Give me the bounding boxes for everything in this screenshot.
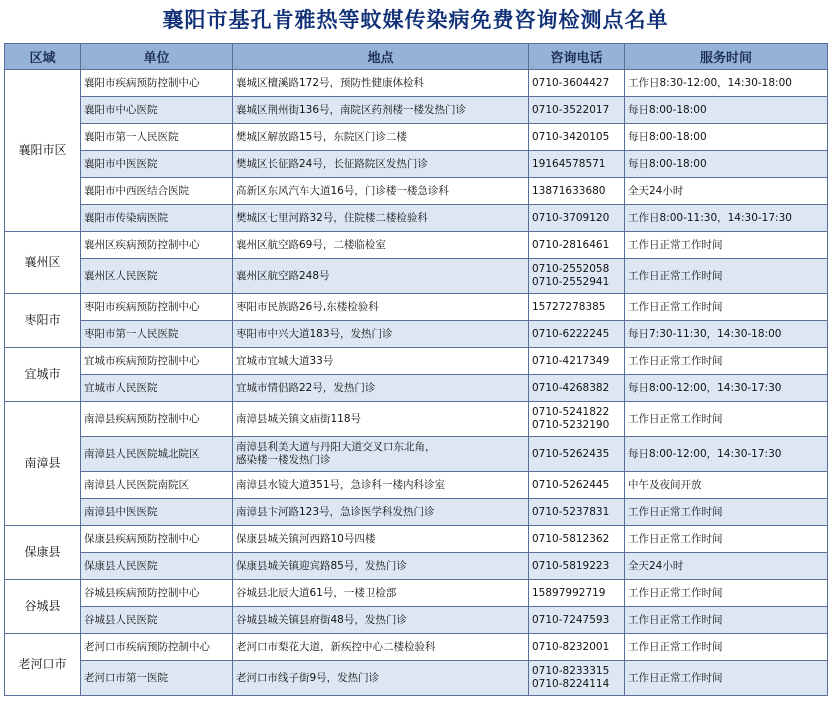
hours-cell: 工作日8:30-12:00，14:30-18:00 — [625, 70, 828, 97]
table-row — [5, 259, 828, 294]
hours-cell: 中午及夜间开放 — [625, 472, 828, 499]
phone-cell — [529, 70, 625, 97]
phone-cell — [529, 634, 625, 661]
phone-number: 0710-8224114 — [532, 678, 610, 690]
phone-cell — [529, 97, 625, 124]
address-line: 谷城县北辰大道61号，一楼卫检部 — [236, 586, 397, 599]
address-cell — [233, 526, 529, 553]
hours-cell: 每日8:00-18:00 — [625, 97, 828, 124]
hours-cell: 工作日正常工作时间 — [625, 402, 828, 437]
table-row — [5, 634, 828, 661]
phone-number: 0710-2552058 — [532, 263, 610, 275]
address-line: 高新区东风汽车大道16号，门诊楼一楼急诊科 — [236, 184, 449, 197]
unit-cell: 襄阳市疾病预防控制中心 — [81, 70, 233, 97]
table-header-row — [5, 44, 828, 70]
phone-cell — [529, 124, 625, 151]
testing-sites-table — [4, 43, 828, 696]
phone-cell — [529, 178, 625, 205]
hours-cell: 工作日正常工作时间 — [625, 634, 828, 661]
phone-number: 0710-8232001 — [532, 640, 610, 653]
phone-cell — [529, 348, 625, 375]
address-cell — [233, 294, 529, 321]
address-cell — [233, 499, 529, 526]
hours-cell: 工作日正常工作时间 — [625, 232, 828, 259]
address-line: 保康县城关镇河西路10号四楼 — [236, 532, 376, 545]
unit-cell: 谷城县疾病预防控制中心 — [81, 580, 233, 607]
table-row — [5, 437, 828, 472]
phone-number: 13871633680 — [532, 184, 606, 197]
address-cell — [233, 553, 529, 580]
address-line: 南漳县城关镇文庙街118号 — [236, 412, 362, 425]
unit-cell: 保康县疾病预防控制中心 — [81, 526, 233, 553]
region-cell: 谷城县 — [5, 580, 81, 634]
address-line: 南漳县卞河路123号，急诊医学科发热门诊 — [236, 505, 435, 518]
phone-cell — [529, 375, 625, 402]
address-cell — [233, 661, 529, 696]
phone-number: 19164578571 — [532, 157, 606, 170]
phone-cell — [529, 607, 625, 634]
unit-cell: 谷城县人民医院 — [81, 607, 233, 634]
phone-number: 0710-4217349 — [532, 354, 610, 367]
unit-cell: 宜城市疾病预防控制中心 — [81, 348, 233, 375]
address-line: 枣阳市中兴大道183号，发热门诊 — [236, 327, 393, 340]
phone-number: 0710-3420105 — [532, 130, 610, 143]
phone-number: 0710-5241822 — [532, 406, 610, 418]
address-cell — [233, 402, 529, 437]
address-line: 枣阳市民族路26号,东楼检验科 — [236, 300, 379, 313]
phone-number: 0710-8233315 — [532, 665, 610, 677]
phone-cell — [529, 526, 625, 553]
phone-number: 0710-5262435 — [532, 447, 610, 460]
address-line: 老河口市线子街9号，发热门诊 — [236, 671, 380, 684]
header-region: 区域 — [5, 44, 81, 70]
hours-cell: 全天24小时 — [625, 178, 828, 205]
address-cell — [233, 259, 529, 294]
region-cell: 枣阳市 — [5, 294, 81, 348]
table-row — [5, 472, 828, 499]
address-cell — [233, 232, 529, 259]
unit-cell: 襄阳市第一人民医院 — [81, 124, 233, 151]
phone-number: 0710-2816461 — [532, 238, 610, 251]
phone-number: 0710-5262445 — [532, 478, 610, 491]
address-cell — [233, 321, 529, 348]
hours-cell: 每日7:30-11:30，14:30-18:00 — [625, 321, 828, 348]
address-cell — [233, 607, 529, 634]
region-cell: 襄州区 — [5, 232, 81, 294]
unit-cell: 南漳县疾病预防控制中心 — [81, 402, 233, 437]
hours-cell: 工作日正常工作时间 — [625, 526, 828, 553]
unit-cell: 襄阳市中医医院 — [81, 151, 233, 178]
address-line: 襄城区荆州街136号，南院区药剂楼一楼发热门诊 — [236, 103, 467, 116]
address-cell — [233, 124, 529, 151]
phone-number: 15727278385 — [532, 300, 606, 313]
table-row — [5, 375, 828, 402]
page-title: 襄阳市基孔肯雅热等蚊媒传染病免费咨询检测点名单 — [162, 7, 669, 32]
address-cell — [233, 97, 529, 124]
phone-cell — [529, 205, 625, 232]
table-row — [5, 294, 828, 321]
unit-cell: 宜城市人民医院 — [81, 375, 233, 402]
phone-cell — [529, 259, 625, 294]
unit-cell: 保康县人民医院 — [81, 553, 233, 580]
unit-cell: 襄州区人民医院 — [81, 259, 233, 294]
hours-cell: 每日8:00-12:00，14:30-17:30 — [625, 375, 828, 402]
table-row — [5, 205, 828, 232]
address-line: 宜城市宜城大道33号 — [236, 354, 334, 367]
header-unit: 单位 — [81, 44, 233, 70]
table-row — [5, 607, 828, 634]
region-cell: 南漳县 — [5, 402, 81, 526]
phone-cell — [529, 437, 625, 472]
unit-cell: 襄阳市中西医结合医院 — [81, 178, 233, 205]
hours-cell: 工作日正常工作时间 — [625, 348, 828, 375]
address-cell — [233, 178, 529, 205]
hours-cell: 每日8:00-12:00，14:30-17:30 — [625, 437, 828, 472]
unit-cell: 南漳县人民医院南院区 — [81, 472, 233, 499]
table-row — [5, 553, 828, 580]
hours-cell: 工作日正常工作时间 — [625, 580, 828, 607]
phone-cell — [529, 402, 625, 437]
unit-cell: 南漳县人民医院城北院区 — [81, 437, 233, 472]
table-row — [5, 661, 828, 696]
table-row — [5, 70, 828, 97]
table-row — [5, 321, 828, 348]
table-row — [5, 232, 828, 259]
phone-cell — [529, 661, 625, 696]
header-phone: 咨询电话 — [529, 44, 625, 70]
table-row — [5, 526, 828, 553]
region-cell: 宜城市 — [5, 348, 81, 402]
address-cell — [233, 375, 529, 402]
unit-cell: 南漳县中医医院 — [81, 499, 233, 526]
address-line: 老河口市梨花大道，新疾控中心二楼检验科 — [236, 640, 436, 653]
unit-cell: 襄阳市中心医院 — [81, 97, 233, 124]
phone-cell — [529, 232, 625, 259]
table-row — [5, 580, 828, 607]
hours-cell: 工作日正常工作时间 — [625, 661, 828, 696]
table-row — [5, 151, 828, 178]
address-line: 南漳县利美大道与丹阳大道交叉口东北角， — [236, 441, 436, 453]
address-line: 宜城市情侣路22号，发热门诊 — [236, 381, 376, 394]
address-cell — [233, 70, 529, 97]
address-cell — [233, 348, 529, 375]
hours-cell: 工作日正常工作时间 — [625, 499, 828, 526]
address-cell — [233, 437, 529, 472]
header-address: 地点 — [233, 44, 529, 70]
phone-number: 0710-5819223 — [532, 559, 610, 572]
table-row — [5, 124, 828, 151]
phone-number: 0710-4268382 — [532, 381, 610, 394]
address-cell — [233, 634, 529, 661]
phone-number: 0710-3709120 — [532, 211, 610, 224]
region-cell: 襄阳市区 — [5, 70, 81, 232]
phone-number: 15897992719 — [532, 586, 606, 599]
phone-number: 0710-5237831 — [532, 505, 610, 518]
address-line: 襄州区航空路248号 — [236, 269, 330, 282]
address-line: 感染楼一楼发热门诊 — [236, 454, 331, 466]
unit-cell: 枣阳市第一人民医院 — [81, 321, 233, 348]
address-line: 襄城区檀溪路172号，预防性健康体检科 — [236, 76, 425, 89]
table-row — [5, 402, 828, 437]
address-cell — [233, 205, 529, 232]
phone-cell — [529, 580, 625, 607]
hours-cell: 工作日正常工作时间 — [625, 607, 828, 634]
unit-cell: 老河口市第一医院 — [81, 661, 233, 696]
phone-number: 0710-5232190 — [532, 419, 610, 431]
phone-cell — [529, 294, 625, 321]
phone-cell — [529, 151, 625, 178]
hours-cell: 全天24小时 — [625, 553, 828, 580]
address-line: 谷城县城关镇县府街48号，发热门诊 — [236, 613, 407, 626]
table-row — [5, 97, 828, 124]
phone-cell — [529, 472, 625, 499]
address-cell — [233, 151, 529, 178]
address-line: 樊城区七里河路32号，住院楼二楼检验科 — [236, 211, 428, 224]
phone-number: 0710-3604427 — [532, 76, 610, 89]
phone-number: 0710-6222245 — [532, 327, 610, 340]
address-line: 保康县城关镇迎宾路85号，发热门诊 — [236, 559, 407, 572]
hours-cell: 工作日8:00-11:30，14:30-17:30 — [625, 205, 828, 232]
address-line: 樊城区长征路24号，长征路院区发热门诊 — [236, 157, 428, 170]
phone-cell — [529, 553, 625, 580]
address-line: 襄州区航空路69号，二楼临检室 — [236, 238, 386, 251]
address-cell — [233, 580, 529, 607]
table-row — [5, 499, 828, 526]
unit-cell: 襄州区疾病预防控制中心 — [81, 232, 233, 259]
address-line: 南漳县水镜大道351号，急诊科一楼内科诊室 — [236, 478, 446, 491]
unit-cell: 老河口市疾病预防控制中心 — [81, 634, 233, 661]
hours-cell: 工作日正常工作时间 — [625, 259, 828, 294]
phone-number: 0710-5812362 — [532, 532, 610, 545]
unit-cell: 襄阳市传染病医院 — [81, 205, 233, 232]
address-line: 樊城区解放路15号，东院区门诊二楼 — [236, 130, 407, 143]
unit-cell: 枣阳市疾病预防控制中心 — [81, 294, 233, 321]
table-row — [5, 348, 828, 375]
phone-cell — [529, 499, 625, 526]
region-cell: 老河口市 — [5, 634, 81, 696]
address-cell — [233, 472, 529, 499]
region-cell: 保康县 — [5, 526, 81, 580]
phone-cell — [529, 321, 625, 348]
phone-number: 0710-2552941 — [532, 276, 610, 288]
header-hours: 服务时间 — [625, 44, 828, 70]
phone-number: 0710-7247593 — [532, 613, 610, 626]
table-body — [5, 70, 828, 696]
table-row — [5, 178, 828, 205]
hours-cell: 工作日正常工作时间 — [625, 294, 828, 321]
hours-cell: 每日8:00-18:00 — [625, 151, 828, 178]
hours-cell: 每日8:00-18:00 — [625, 124, 828, 151]
phone-number: 0710-3522017 — [532, 103, 610, 116]
